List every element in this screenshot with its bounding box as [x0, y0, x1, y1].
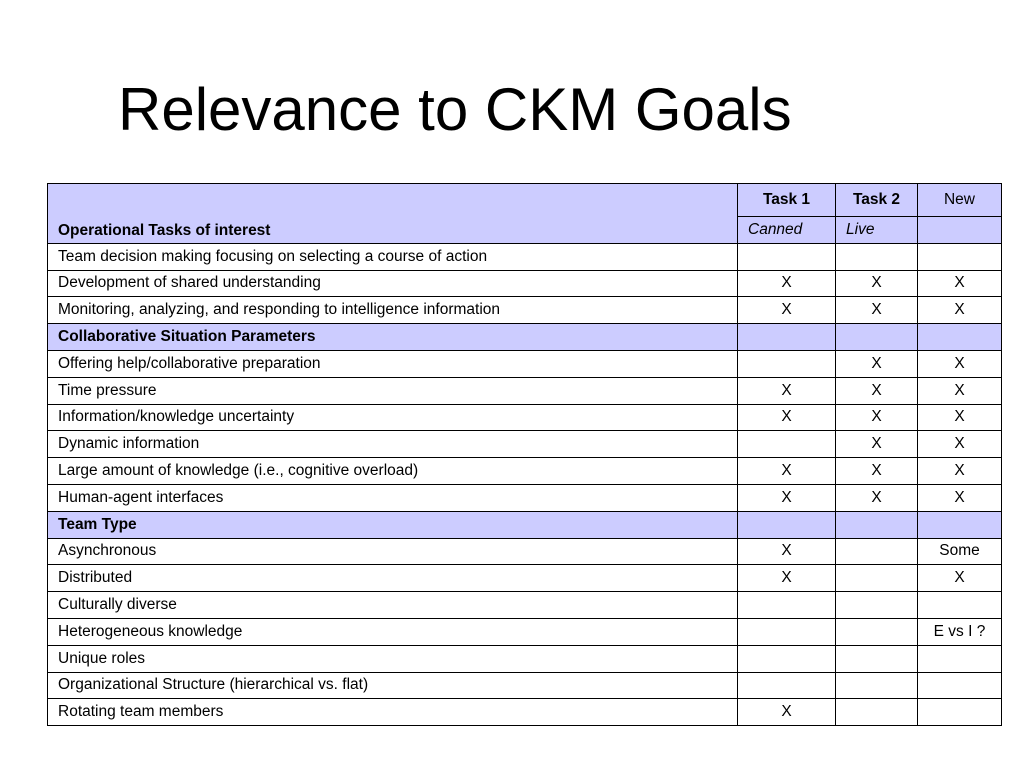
table-row: [48, 404, 1002, 431]
row-label: Time pressure: [48, 377, 738, 404]
cell-new: X: [918, 565, 1002, 592]
table-row: [48, 592, 1002, 619]
table-row: [48, 377, 1002, 404]
section-label: Team Type: [48, 511, 738, 538]
cell-task1: [738, 618, 836, 645]
section-row: [48, 324, 1002, 351]
cell-new: X: [918, 484, 1002, 511]
cell-new: X: [918, 350, 1002, 377]
cell-task2: X: [836, 458, 918, 485]
cell-task1: [738, 645, 836, 672]
cell-task1: X: [738, 377, 836, 404]
cell-new: [918, 645, 1002, 672]
cell-task1: X: [738, 538, 836, 565]
cell-task2: [836, 538, 918, 565]
cell-task1: [738, 243, 836, 270]
cell-task2: [836, 592, 918, 619]
section-label: Collaborative Situation Parameters: [48, 324, 738, 351]
row-label: Large amount of knowledge (i.e., cognitive overload): [48, 458, 738, 485]
slide-title: Relevance to CKM Goals: [118, 76, 792, 143]
cell-new: [918, 672, 1002, 699]
table-row: [48, 672, 1002, 699]
row-label: Rotating team members: [48, 699, 738, 726]
cell-task2: [836, 243, 918, 270]
row-label: Team decision making focusing on selecting a course of action: [48, 243, 738, 270]
table-row: [48, 431, 1002, 458]
cell-task2: [836, 672, 918, 699]
row-label: Culturally diverse: [48, 592, 738, 619]
cell-task2: X: [836, 270, 918, 297]
relevance-table: [47, 183, 1002, 726]
cell-task2: [836, 565, 918, 592]
cell-task1: X: [738, 699, 836, 726]
row-label: Asynchronous: [48, 538, 738, 565]
cell-task2: [836, 324, 918, 351]
cell-task1: X: [738, 458, 836, 485]
cell-new: X: [918, 431, 1002, 458]
header-sub-new: [918, 217, 1002, 244]
cell-task1: X: [738, 297, 836, 324]
table-row: [48, 484, 1002, 511]
header-row: [48, 184, 1002, 217]
row-label: Distributed: [48, 565, 738, 592]
table-row: [48, 270, 1002, 297]
row-label: Dynamic information: [48, 431, 738, 458]
header-sub-task1: Canned: [738, 217, 836, 244]
cell-task1: [738, 592, 836, 619]
table-row: [48, 699, 1002, 726]
cell-task1: [738, 511, 836, 538]
section-row: [48, 511, 1002, 538]
cell-task2: X: [836, 377, 918, 404]
cell-task2: X: [836, 431, 918, 458]
cell-task2: [836, 511, 918, 538]
table-row: [48, 618, 1002, 645]
row-label: Unique roles: [48, 645, 738, 672]
cell-task1: X: [738, 404, 836, 431]
cell-task2: X: [836, 350, 918, 377]
cell-task1: [738, 431, 836, 458]
row-label: Monitoring, analyzing, and responding to intelligence information: [48, 297, 738, 324]
table-row: [48, 538, 1002, 565]
cell-new: E vs I ?: [918, 618, 1002, 645]
cell-new: Some: [918, 538, 1002, 565]
row-label: Information/knowledge uncertainty: [48, 404, 738, 431]
cell-new: X: [918, 297, 1002, 324]
header-sub-task2: Live: [836, 217, 918, 244]
table-row: [48, 645, 1002, 672]
cell-task2: [836, 645, 918, 672]
cell-new: [918, 511, 1002, 538]
row-label: Organizational Structure (hierarchical vs. flat): [48, 672, 738, 699]
cell-task1: [738, 350, 836, 377]
table-row: [48, 297, 1002, 324]
cell-task1: X: [738, 270, 836, 297]
row-label: Development of shared understanding: [48, 270, 738, 297]
cell-task2: [836, 699, 918, 726]
cell-task2: X: [836, 297, 918, 324]
header-col-task1: Task 1: [738, 184, 836, 217]
cell-new: [918, 699, 1002, 726]
cell-new: X: [918, 404, 1002, 431]
cell-task2: X: [836, 484, 918, 511]
cell-task1: [738, 324, 836, 351]
header-label: Operational Tasks of interest: [48, 184, 738, 244]
cell-new: [918, 592, 1002, 619]
cell-task2: X: [836, 404, 918, 431]
cell-new: X: [918, 377, 1002, 404]
cell-task2: [836, 618, 918, 645]
row-label: Offering help/collaborative preparation: [48, 350, 738, 377]
row-label: Heterogeneous knowledge: [48, 618, 738, 645]
cell-task1: X: [738, 484, 836, 511]
cell-new: [918, 243, 1002, 270]
header-col-new: New: [918, 184, 1002, 217]
header-col-task2: Task 2: [836, 184, 918, 217]
table-row: [48, 458, 1002, 485]
row-label: Human-agent interfaces: [48, 484, 738, 511]
table-row: [48, 243, 1002, 270]
cell-task1: [738, 672, 836, 699]
cell-new: X: [918, 458, 1002, 485]
cell-new: [918, 324, 1002, 351]
cell-new: X: [918, 270, 1002, 297]
table-row: [48, 565, 1002, 592]
cell-task1: X: [738, 565, 836, 592]
table-row: [48, 350, 1002, 377]
